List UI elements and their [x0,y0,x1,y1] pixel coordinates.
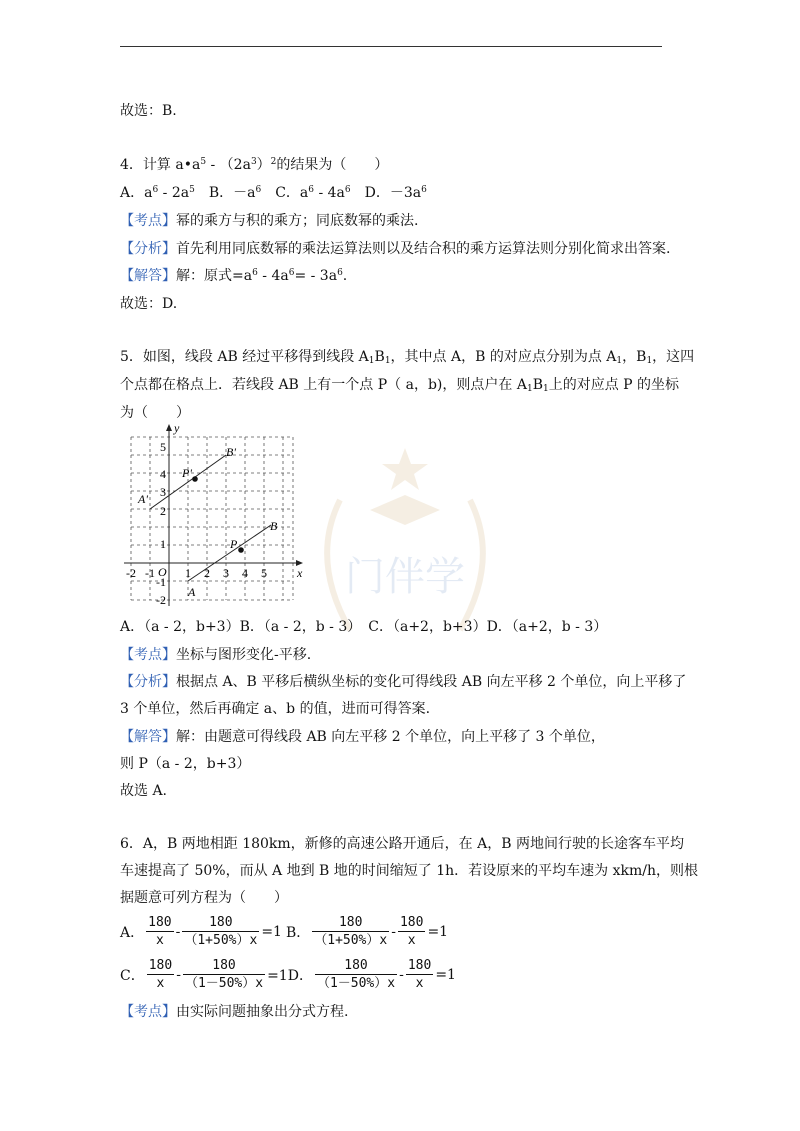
label-B: B [270,519,278,533]
origin-label: O [158,565,167,579]
y-tick: 4 [160,467,166,481]
fraction: $\frac{180}{(1+50\%)x}$ [184,915,258,948]
point-P [238,547,244,553]
segment-AB [188,525,271,581]
q5-kaodian: 【考点】坐标与图形变化-平移. [120,647,312,663]
fenxi-tag: 【分析】 [120,241,176,257]
graduation-cap-icon [370,495,440,525]
x-axis-label: x [297,566,303,580]
label-B1: B' [226,445,236,459]
fraction: $\frac{180}{x}$ [148,915,172,948]
kaodian-tag: 【考点】 [120,1004,176,1020]
x-tick-labels [126,566,267,580]
q5-fenxi-line1: 【分析】根据点 A、B 平移后横纵坐标的变化可得线段 AB 向左平移 2 个单位，向上平移了 [120,674,687,690]
label-A: A [188,585,196,599]
fraction: $\frac{180}{x}$ [399,915,424,948]
x-tick: 5 [261,566,267,580]
q3-conclusion: 故选：B. [120,103,177,119]
y-axis-arrow [166,424,172,431]
fenxi-tag: 【分析】 [120,674,176,690]
q6-stem-line2: 车速提高了 50%，而从 A 地到 B 地的时间缩短了 1h．若设原来的平均车速为 xkm/h，则根 [120,863,698,879]
x-tick: 2 [204,566,210,580]
x-tick: 3 [223,566,229,580]
q5-stem-line3: 为（ ） [120,405,190,421]
y-tick: 1 [160,537,166,551]
star-icon [382,448,428,490]
fraction: $\frac{180}{x}$ [407,958,432,991]
q5-coordinate-figure [116,420,316,610]
fraction: $\frac{180}{(1-50\%)x}$ [316,958,396,991]
q4-options: A．$a^6 - 2a^5$ B．$-a^6$ C．$a^6 - 4a^6$ D．$-3a^6$ [120,185,427,201]
watermark-text: 门伴学 [345,554,465,599]
fraction: $\frac{180}{x}$ [148,958,173,991]
kaodian-tag: 【考点】 [120,647,176,663]
header-rule [120,46,662,47]
jieda-tag: 【解答】 [120,268,176,284]
label-P1: P' [182,466,192,480]
q5-conclusion: 故选 A. [120,783,168,799]
q4-conclusion: 故选：D. [120,296,178,312]
q6-options-cd: C． $\frac{180}{x}$ - $\frac{180}{(1-50\%)x}$ =1D． $\frac{180}{(1-50\%)x}$ - $\frac{180}{x}$ =1 [120,958,456,991]
y-tick: 2 [160,504,166,518]
q6-stem-line3: 据题意可列方程为（ ） [120,890,288,906]
q6-options-ab: A． $\frac{180}{x}$ - $\frac{180}{(1+50\%)x}$ =1 B． $\frac{180}{(1+50\%)x}$ - $\frac{180}{x}$ =1 [120,915,449,948]
q4-fenxi: 【分析】首先利用同底数幂的乘法运算法则以及结合积的乘方运算法则分别化简求出答案. [120,241,671,257]
x-tick: 4 [242,566,248,580]
y-tick: 3 [160,485,166,499]
q5-fenxi-line2: 3 个单位，然后再确定 a、b 的值，进而可得答案. [120,701,431,717]
fraction: $\frac{180}{(1-50\%)x}$ [184,958,264,991]
q5-options: A．（a - 2，b+3）B．（a - 2，b - 3） C．（a+2，b+3）D．（a+2，b - 3） [120,619,608,635]
x-tick: -1 [145,566,155,580]
label-A1: A' [138,492,148,506]
fraction: $\frac{180}{(1+50\%)x}$ [314,915,388,948]
q5-stem-line1: 5．如图，线段 AB 经过平移得到线段 $A_1B_1$，其中点 A，B 的对应点分别为点 $A_1$，$B_1$，这四 [120,349,695,366]
q5-stem-line2: 个点都在格点上．若线段 AB 上有一个点 P（ a，b)，则点户在 $A_1B_1$上的对应点 P 的坐标 [120,377,680,394]
q4-stem: 4．计算 $a•a^5 - (2a^3)^2$的结果为（ ） [120,157,389,173]
y-tick-labels [156,440,166,607]
y-tick: -1 [156,575,166,589]
jieda-tag: 【解答】 [120,729,176,745]
q5-then: 则 P（a - 2，b+3） [120,756,251,772]
y-tick: -2 [156,593,166,607]
point-P1 [192,476,198,482]
q6-kaodian: 【考点】由实际问题抽象出分式方程. [120,1004,349,1020]
q4-kaodian: 【考点】幂的乘方与积的乘方；同底数幂的乘法. [120,213,419,229]
q4-jieda: 【解答】解：原式$=a^6 - 4a^6= - 3a^6$. [120,268,348,284]
kaodian-tag: 【考点】 [120,213,176,229]
q5-jieda: 【解答】解：由题意可得线段 AB 向左平移 2 个单位，向上平移了 3 个单位， [120,729,605,745]
q6-stem-line1: 6．A，B 两地相距 180km，新修的高速公路开通后，在 A，B 两地间行驶的长途客车平均 [120,836,684,852]
x-tick: -2 [126,566,136,580]
x-tick: 1 [185,566,191,580]
label-P: P [230,537,238,551]
y-axis-label: y [174,421,180,435]
y-tick: 5 [160,440,166,454]
